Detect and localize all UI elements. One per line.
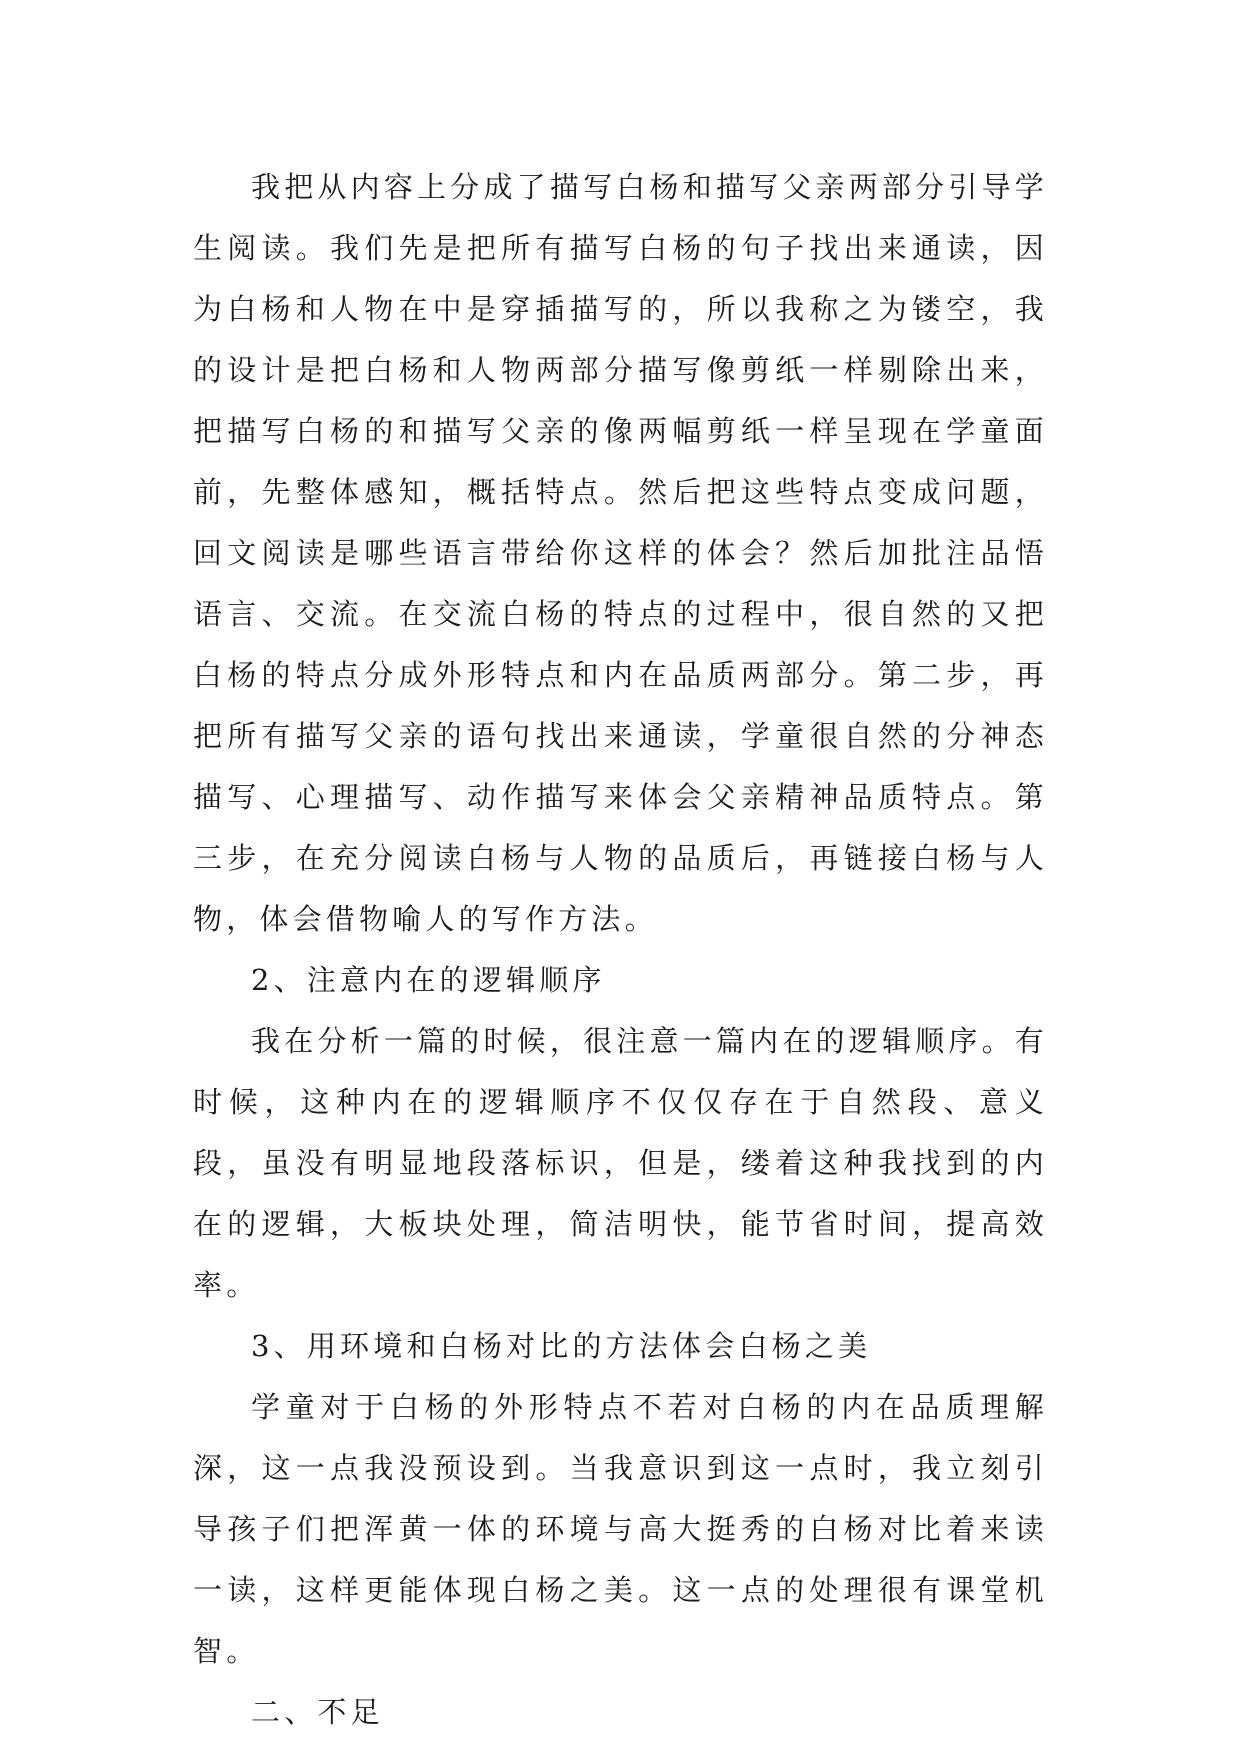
section-heading: 二、不足	[251, 1695, 384, 1729]
document-body	[193, 157, 1048, 1743]
body-paragraph: 我把从内容上分成了描写白杨和描写父亲两部分引导学生阅读。我们先是把所有描写白杨的句子找出来通读，因为白杨和人物在中是穿插描写的，所以我称之为镂空，我的设计是把白杨和人物两部分描写像剪纸一样剔除出来，把描写白杨的和描写父亲的像两幅剪纸一样呈现在学童面前，先整体感知，概括特点。然后把这些特点变成问题，回文阅读是哪些语言带给你这样的体会？然后加批注品悟语言、交流。在交流白杨的特点的过程中，很自然的又把白杨的特点分成外形特点和内在品质两部分。第二步，再把所有描写父亲的语句找出来通读，学童很自然的分神态描写、心理描写、动作描写来体会父亲精神品质特点。第三步，在充分阅读白杨与人物的品质后，再链接白杨与人物，体会借物喻人的写作方法。	[193, 170, 1048, 936]
section-heading: 3、用环境和白杨对比的方法体会白杨之美	[251, 1329, 872, 1363]
body-paragraph: 我在分析一篇的时候，很注意一篇内在的逻辑顺序。有时候，这种内在的逻辑顺序不仅仅存在于自然段、意义段，虽没有明显地段落标识，但是，缕着这种我找到的内在的逻辑，大板块处理，简洁明快，能节省时间，提高效率。	[193, 1024, 1048, 1302]
section-heading: 2、注意内在的逻辑顺序	[251, 963, 606, 997]
body-paragraph: 学童对于白杨的外形特点不若对白杨的内在品质理解深，这一点我没预设到。当我意识到这一点时，我立刻引导孩子们把浑黄一体的环境与高大挺秀的白杨对比着来读一读，这样更能体现白杨之美。这一点的处理很有课堂机智。	[193, 1390, 1048, 1668]
